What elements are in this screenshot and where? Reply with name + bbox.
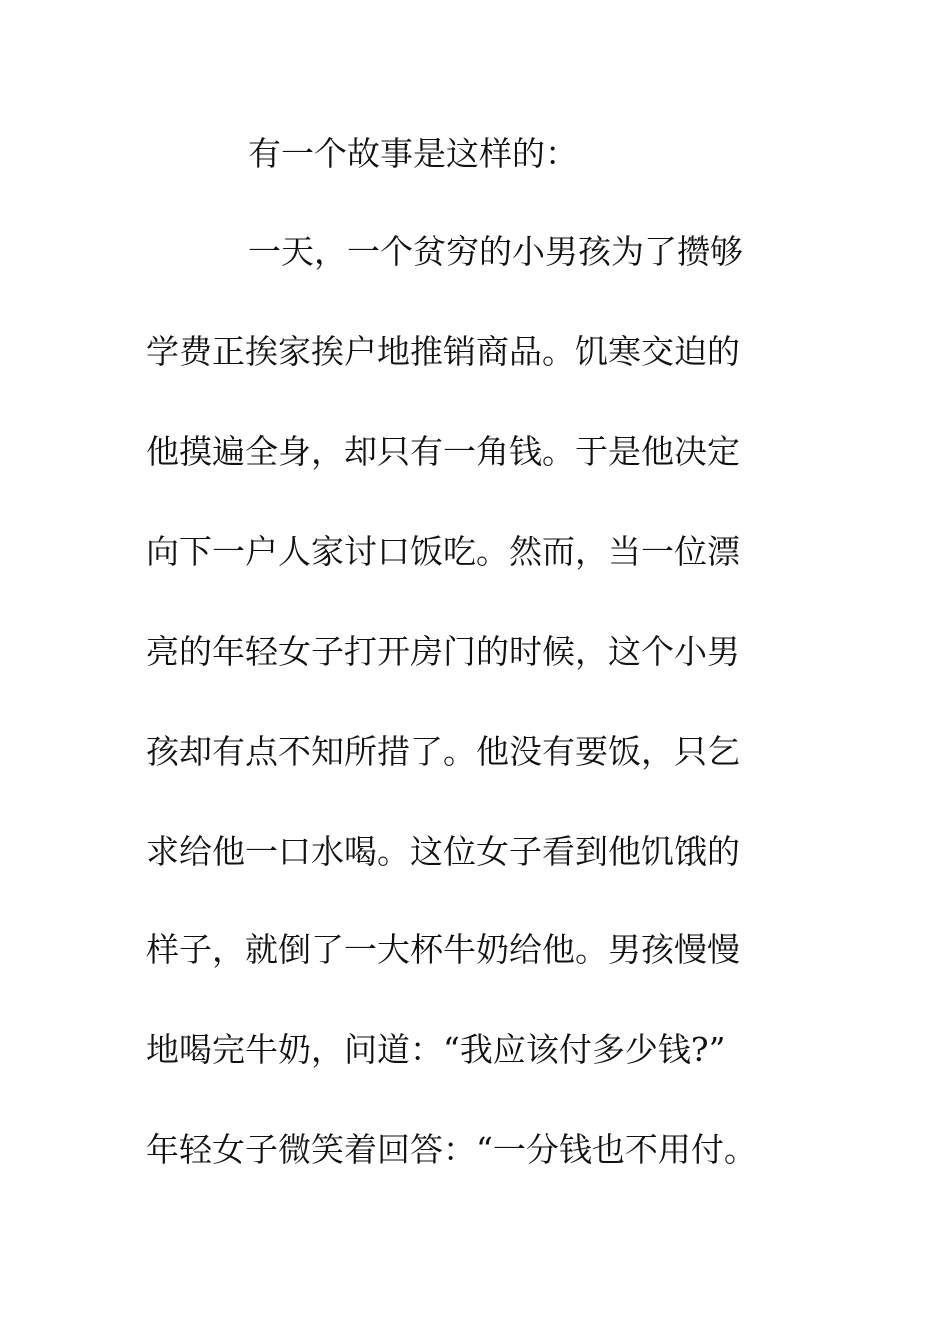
paragraph-2-line-7: 求给他一口水喝。这位女子看到他饥饿的 (146, 832, 740, 871)
paragraph-2-line-10: 年轻女子微笑着回答：“一分钱也不用付。 (146, 1130, 757, 1169)
paragraph-2-line-5: 亮的年轻女子打开房门的时候，这个小男 (146, 632, 740, 671)
paragraph-2-line-8: 样子，就倒了一大杯牛奶给他。男孩慢慢 (146, 930, 740, 969)
paragraph-2-line-4: 向下一户人家讨口饭吃。然而，当一位漂 (146, 532, 740, 571)
paragraph-1-line-1: 有一个故事是这样的： (248, 134, 578, 173)
paragraph-2-line-2: 学费正挨家挨户地推销商品。饥寒交迫的 (146, 332, 740, 371)
paragraph-2-line-6: 孩却有点不知所措了。他没有要饭，只乞 (146, 732, 740, 771)
paragraph-2-line-3: 他摸遍全身，却只有一角钱。于是他决定 (146, 432, 740, 471)
paragraph-2-line-1: 一天，一个贫穷的小男孩为了攒够 (248, 232, 743, 271)
paragraph-2-line-9: 地喝完牛奶，问道：“我应该付多少钱?” (146, 1030, 726, 1069)
